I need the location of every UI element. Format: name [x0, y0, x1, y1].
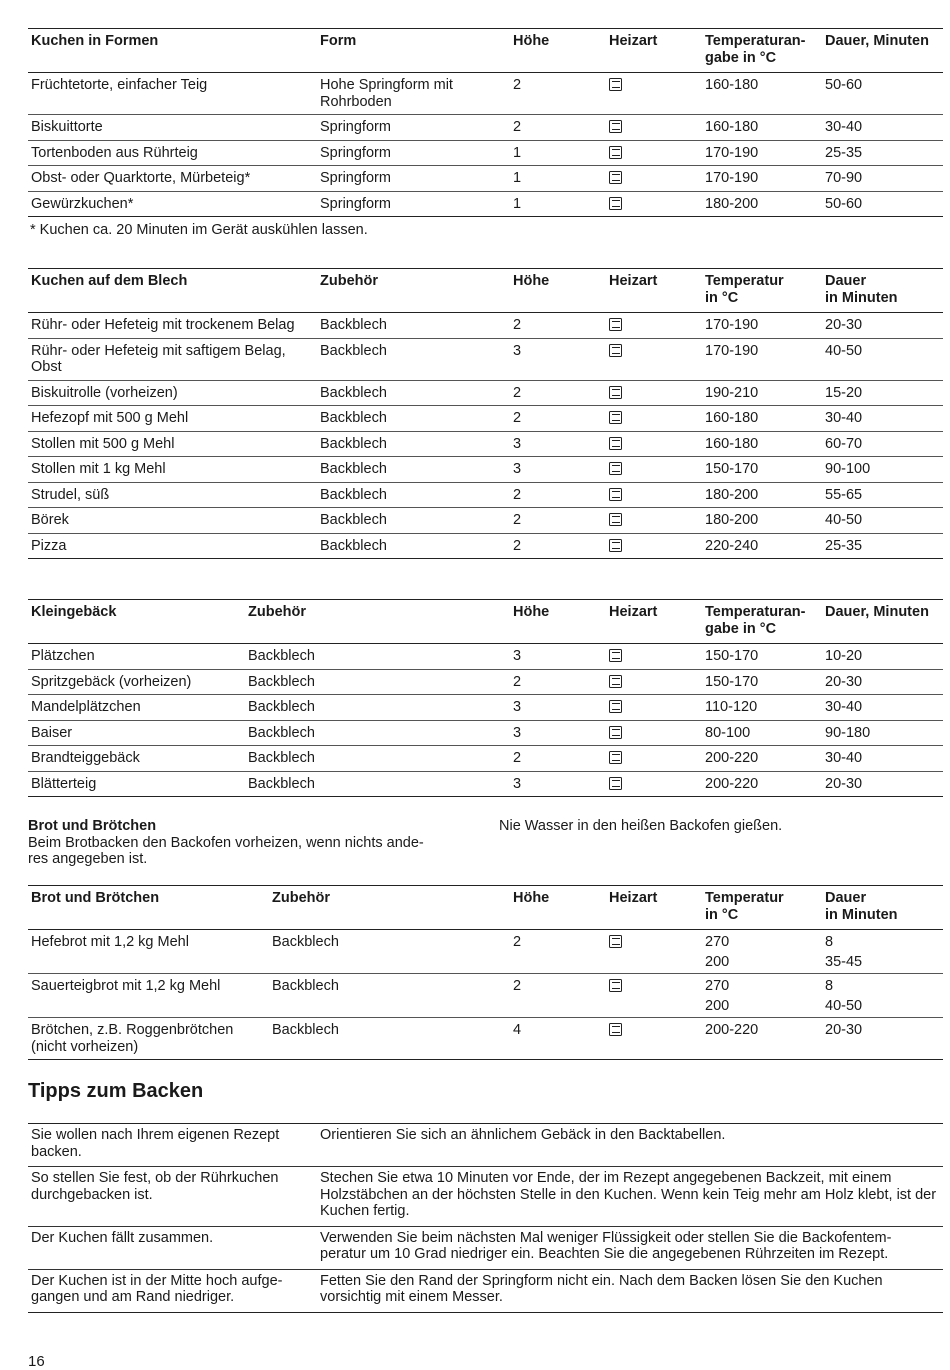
- cell-zubehoer: Backblech: [272, 1022, 339, 1038]
- cell-form: Backblech: [320, 512, 387, 528]
- column-header: Heizart: [609, 604, 658, 620]
- cell-name: Blätterteig: [31, 775, 97, 792]
- cell-dauer: 8: [825, 934, 834, 950]
- cell-dauer: 55-65: [825, 486, 863, 503]
- top-bottom-heat-icon: [609, 1023, 622, 1036]
- column-header: Temperaturan- gabe in °C: [705, 33, 806, 66]
- heizart-cell: [606, 191, 702, 217]
- table-row: [28, 669, 943, 695]
- column-header: Kuchen in Formen: [31, 33, 159, 49]
- cell-temperatur: 110-120: [705, 699, 758, 715]
- cell-name: Brötchen, z.B. Roggenbrötchen (nicht vorheizen): [31, 1022, 234, 1055]
- cell-name: Hefebrot mit 1,2 kg Mehl: [31, 934, 189, 950]
- cell-hoehe: 4: [513, 1022, 522, 1038]
- top-bottom-heat-icon: [609, 488, 622, 501]
- cell-temperatur: 200-220: [705, 775, 759, 792]
- cell-temperatur: 220-240: [705, 537, 759, 554]
- heizart-cell: [606, 508, 702, 534]
- cell-dauer: 50-60: [825, 77, 863, 93]
- cell-name: Rühr- oder Hefeteig mit saftigem Belag, Obst: [31, 342, 286, 375]
- cell-temperatur: 270: [705, 934, 730, 950]
- tipps-solution: Verwenden Sie beim nächsten Mal weniger Flüssigkeit oder stellen Sie die Backofentem- peratur um 10 Grad niedriger ein. Beachten Sie die angegebenen Rührzeiten im Rezept.: [320, 1229, 892, 1262]
- page-number: 16: [28, 1353, 45, 1370]
- cell-temperatur: 200-220: [705, 1022, 759, 1038]
- top-bottom-heat-icon: [609, 539, 622, 552]
- cell-dauer: 20-30: [825, 673, 863, 690]
- cell-dauer: 90-180: [825, 724, 871, 741]
- brot-warning: Nie Wasser in den heißen Backofen gießen.: [499, 818, 783, 834]
- cell-dauer: 20-30: [825, 1022, 863, 1038]
- cell-name: Tortenboden aus Rührteig: [31, 144, 198, 161]
- heizart-cell: [606, 533, 702, 559]
- cell-hoehe: 3: [513, 699, 522, 715]
- cell-hoehe: 3: [513, 724, 522, 741]
- empty-cell: [606, 954, 702, 974]
- cell-dauer: 90-100: [825, 461, 871, 477]
- cell-dauer: 30-40: [825, 119, 863, 135]
- heizart-cell: [606, 482, 702, 508]
- top-bottom-heat-icon: [609, 197, 622, 210]
- table-row-step2: [28, 998, 943, 1018]
- tipps-row: [28, 1226, 943, 1269]
- heizart-cell: [606, 746, 702, 772]
- cell-dauer: 8: [825, 978, 834, 994]
- cell-hoehe: 2: [513, 537, 522, 554]
- empty-cell: [28, 998, 269, 1018]
- heizart-cell: [606, 1018, 702, 1060]
- top-bottom-heat-icon: [609, 649, 622, 662]
- heizart-cell: [606, 140, 702, 166]
- cell-name: Börek: [31, 512, 69, 528]
- table-row: [28, 644, 943, 670]
- top-bottom-heat-icon: [609, 344, 622, 357]
- tipps-problem: So stellen Sie fest, ob der Rührkuchen durchgebacken ist.: [31, 1170, 279, 1203]
- heizart-cell: [606, 930, 702, 954]
- top-bottom-heat-icon: [609, 120, 622, 133]
- cell-dauer: 40-50: [825, 342, 863, 359]
- table-kleingebaeck: [28, 599, 943, 797]
- heizart-cell: [606, 166, 702, 192]
- table-row: [28, 930, 943, 954]
- table-header-row: [28, 886, 943, 930]
- table-row: [28, 482, 943, 508]
- top-bottom-heat-icon: [609, 318, 622, 331]
- cell-hoehe: 2: [513, 77, 522, 93]
- tipps-solution: Fetten Sie den Rand der Springform nicht ein. Nach dem Backen lösen Sie den Kuchen vorsichtig mit einem Messer.: [320, 1272, 883, 1305]
- tipps-table: [28, 1123, 943, 1313]
- table-row: [28, 508, 943, 534]
- tipps-problem: Der Kuchen fällt zusammen.: [31, 1229, 214, 1246]
- cell-form: Backblech: [320, 435, 387, 452]
- top-bottom-heat-icon: [609, 386, 622, 399]
- cell-hoehe: 2: [513, 410, 522, 426]
- cell-temperatur: 270: [705, 978, 730, 994]
- cell-hoehe: 3: [513, 775, 522, 792]
- cell-dauer: 20-30: [825, 317, 863, 333]
- heizart-cell: [606, 338, 702, 380]
- top-bottom-heat-icon: [609, 751, 622, 764]
- cell-temperatur: 180-200: [705, 512, 759, 528]
- cell-form: Backblech: [320, 486, 387, 503]
- table-kuchen-in-formen: [28, 28, 943, 217]
- cell-dauer: 15-20: [825, 384, 863, 401]
- cell-hoehe: 2: [513, 317, 522, 333]
- cell-dauer: 10-20: [825, 648, 863, 664]
- column-header: Heizart: [609, 273, 658, 289]
- cell-name: Hefezopf mit 500 g Mehl: [31, 410, 189, 426]
- cell-form: Backblech: [320, 461, 387, 477]
- column-header: Dauer in Minuten: [825, 890, 898, 923]
- column-header: Zubehör: [272, 890, 330, 906]
- heizart-cell: [606, 644, 702, 670]
- table-row: [28, 720, 943, 746]
- table-row: [28, 73, 943, 115]
- empty-cell: [269, 998, 510, 1018]
- cell-dauer: 30-40: [825, 410, 863, 426]
- top-bottom-heat-icon: [609, 411, 622, 424]
- top-bottom-heat-icon: [609, 979, 622, 992]
- cell-temperatur: 80-100: [705, 724, 751, 741]
- column-header: Heizart: [609, 33, 658, 49]
- cell-temperatur: 170-190: [705, 144, 759, 161]
- cell-dauer: 70-90: [825, 170, 863, 186]
- cell-dauer: 25-35: [825, 144, 863, 161]
- cell-temperatur: 150-170: [705, 461, 759, 477]
- cell-temperatur: 200-220: [705, 750, 759, 766]
- column-header: Kuchen auf dem Blech: [31, 273, 188, 289]
- heizart-cell: [606, 431, 702, 457]
- cell-form: Springform: [320, 195, 391, 212]
- cell-hoehe: 1: [513, 195, 522, 212]
- cell-form: Backblech: [248, 699, 315, 715]
- cell-dauer: 40-50: [825, 997, 863, 1014]
- cell-form: Backblech: [248, 775, 315, 792]
- heizart-cell: [606, 313, 702, 339]
- column-header: Temperatur in °C: [705, 890, 784, 923]
- brot-heading: Brot und Brötchen: [28, 818, 157, 834]
- table-header-row: [28, 600, 943, 644]
- cell-name: Biskuitrolle (vorheizen): [31, 384, 178, 401]
- table-row: [28, 338, 943, 380]
- cell-name: Sauerteigbrot mit 1,2 kg Mehl: [31, 978, 221, 994]
- column-header: Höhe: [513, 273, 550, 289]
- cell-name: Biskuittorte: [31, 119, 103, 135]
- cell-hoehe: 2: [513, 486, 522, 503]
- cell-form: Backblech: [248, 750, 315, 766]
- heizart-cell: [606, 695, 702, 721]
- top-bottom-heat-icon: [609, 78, 622, 91]
- table-row: [28, 431, 943, 457]
- top-bottom-heat-icon: [609, 935, 622, 948]
- cell-name: Stollen mit 500 g Mehl: [31, 435, 175, 452]
- tipps-row: [28, 1269, 943, 1312]
- cell-dauer: 40-50: [825, 512, 863, 528]
- cell-temperatur: 170-190: [705, 170, 759, 186]
- cell-hoehe: 3: [513, 342, 522, 359]
- table-row: [28, 166, 943, 192]
- table-kuchen-auf-dem-blech: [28, 268, 943, 559]
- top-bottom-heat-icon: [609, 700, 622, 713]
- cell-name: Gewürzkuchen*: [31, 195, 134, 212]
- cell-form: Springform: [320, 170, 391, 186]
- cell-dauer: 25-35: [825, 537, 863, 554]
- cell-hoehe: 2: [513, 934, 522, 950]
- table-row: [28, 974, 943, 998]
- brot-intro-text: Beim Brotbacken den Backofen vorheizen, wenn nichts ande- res angegeben ist.: [28, 834, 424, 867]
- empty-cell: [510, 998, 606, 1018]
- cell-temperatur: 160-180: [705, 435, 759, 452]
- cell-hoehe: 3: [513, 461, 522, 477]
- column-header: Höhe: [513, 33, 550, 49]
- empty-cell: [606, 998, 702, 1018]
- table-row: [28, 771, 943, 797]
- cell-dauer: 30-40: [825, 699, 863, 715]
- cell-hoehe: 2: [513, 750, 522, 766]
- cell-name: Plätzchen: [31, 648, 95, 664]
- empty-cell: [510, 954, 606, 974]
- cell-dauer: 20-30: [825, 775, 863, 792]
- cell-temperatur: 150-170: [705, 673, 759, 690]
- cell-name: Strudel, süß: [31, 486, 110, 503]
- column-header: Temperatur in °C: [705, 273, 784, 306]
- cell-dauer: 35-45: [825, 953, 863, 970]
- cell-temperatur: 150-170: [705, 648, 759, 664]
- cell-name: Baiser: [31, 724, 73, 741]
- cell-hoehe: 2: [513, 384, 522, 401]
- heizart-cell: [606, 669, 702, 695]
- top-bottom-heat-icon: [609, 146, 622, 159]
- heizart-cell: [606, 720, 702, 746]
- table-row: [28, 115, 943, 141]
- tipps-solution: Stechen Sie etwa 10 Minuten vor Ende, der im Rezept angegebenen Backzeit, mit einem Holzstäbchen an der höchsten Stelle in den Kuchen. Wenn kein Teig mehr am Holz klebt, ist der Kuchen fertig.: [320, 1170, 937, 1219]
- cell-name: Rühr- oder Hefeteig mit trockenem Belag: [31, 317, 295, 333]
- cell-temperatur: 160-180: [705, 410, 759, 426]
- table-row: [28, 695, 943, 721]
- top-bottom-heat-icon: [609, 171, 622, 184]
- cell-temperatur: 200: [705, 997, 730, 1014]
- top-bottom-heat-icon: [609, 513, 622, 526]
- cell-zubehoer: Backblech: [272, 978, 339, 994]
- table-row: [28, 191, 943, 217]
- cell-dauer: 60-70: [825, 435, 863, 452]
- cell-form: Backblech: [248, 724, 315, 741]
- column-header: Temperaturan- gabe in °C: [705, 604, 806, 637]
- cell-temperatur: 170-190: [705, 342, 759, 359]
- top-bottom-heat-icon: [609, 777, 622, 790]
- top-bottom-heat-icon: [609, 437, 622, 450]
- cell-dauer: 30-40: [825, 750, 863, 766]
- cell-temperatur: 180-200: [705, 195, 759, 212]
- column-header: Zubehör: [320, 273, 378, 289]
- column-header: Brot und Brötchen: [31, 890, 160, 906]
- cell-name: Mandelplätzchen: [31, 699, 141, 715]
- cell-name: Pizza: [31, 537, 67, 554]
- cell-name: Früchtetorte, einfacher Teig: [31, 77, 208, 93]
- cell-name: Obst- oder Quarktorte, Mürbeteig*: [31, 170, 251, 186]
- cell-form: Springform: [320, 144, 391, 161]
- cell-hoehe: 2: [513, 119, 522, 135]
- cell-form: Backblech: [320, 537, 387, 554]
- tipps-row: [28, 1124, 943, 1167]
- cell-name: Brandteiggebäck: [31, 750, 140, 766]
- heizart-cell: [606, 974, 702, 998]
- cell-hoehe: 3: [513, 435, 522, 452]
- table-row: [28, 533, 943, 559]
- heizart-cell: [606, 457, 702, 483]
- table-row-step2: [28, 954, 943, 974]
- column-header: Dauer in Minuten: [825, 273, 898, 306]
- footnote: * Kuchen ca. 20 Minuten im Gerät auskühlen lassen.: [30, 222, 368, 238]
- empty-cell: [28, 954, 269, 974]
- cell-zubehoer: Backblech: [272, 934, 339, 950]
- column-header: Zubehör: [248, 604, 306, 620]
- table-row: [28, 457, 943, 483]
- tipps-problem: Sie wollen nach Ihrem eigenen Rezept backen.: [31, 1127, 280, 1160]
- heizart-cell: [606, 115, 702, 141]
- cell-temperatur: 160-180: [705, 77, 759, 93]
- column-header: Höhe: [513, 604, 550, 620]
- cell-hoehe: 1: [513, 144, 522, 161]
- tipps-problem: Der Kuchen ist in der Mitte hoch aufge- gangen und am Rand niedriger.: [31, 1272, 283, 1305]
- cell-form: Backblech: [320, 384, 387, 401]
- column-header: Dauer, Minuten: [825, 33, 929, 49]
- cell-dauer: 50-60: [825, 195, 863, 212]
- cell-form: Hohe Springform mit Rohrboden: [320, 77, 453, 110]
- cell-form: Backblech: [320, 342, 387, 359]
- table-row: [28, 746, 943, 772]
- cell-hoehe: 3: [513, 648, 522, 664]
- table-row: [28, 140, 943, 166]
- cell-hoehe: 2: [513, 673, 522, 690]
- heizart-cell: [606, 380, 702, 406]
- table-row: [28, 380, 943, 406]
- table-row: [28, 313, 943, 339]
- cell-form: Backblech: [248, 648, 315, 664]
- table-brot-und-broetchen: [28, 885, 943, 1060]
- cell-temperatur: 160-180: [705, 119, 759, 135]
- column-header: Dauer, Minuten: [825, 604, 929, 620]
- table-row: [28, 406, 943, 432]
- cell-form: Backblech: [248, 673, 315, 690]
- top-bottom-heat-icon: [609, 462, 622, 475]
- tipps-title: Tipps zum Backen: [28, 1080, 204, 1102]
- cell-name: Spritzgebäck (vorheizen): [31, 673, 192, 690]
- column-header: Höhe: [513, 890, 550, 906]
- cell-form: Springform: [320, 119, 391, 135]
- table-header-row: [28, 29, 943, 73]
- cell-temperatur: 200: [705, 953, 730, 970]
- empty-cell: [269, 954, 510, 974]
- cell-form: Backblech: [320, 317, 387, 333]
- column-header: Heizart: [609, 890, 658, 906]
- column-header: Form: [320, 33, 357, 49]
- top-bottom-heat-icon: [609, 675, 622, 688]
- cell-form: Backblech: [320, 410, 387, 426]
- heizart-cell: [606, 406, 702, 432]
- table-row: [28, 1018, 943, 1060]
- table-header-row: [28, 269, 943, 313]
- brot-intro: [28, 818, 468, 868]
- cell-hoehe: 2: [513, 512, 522, 528]
- cell-name: Stollen mit 1 kg Mehl: [31, 461, 166, 477]
- column-header: Kleingebäck: [31, 604, 117, 620]
- tipps-solution: Orientieren Sie sich an ähnlichem Gebäck in den Backtabellen.: [320, 1127, 726, 1143]
- heizart-cell: [606, 771, 702, 797]
- cell-temperatur: 170-190: [705, 317, 759, 333]
- cell-hoehe: 2: [513, 978, 522, 994]
- heizart-cell: [606, 73, 702, 115]
- cell-temperatur: 190-210: [705, 384, 759, 401]
- cell-temperatur: 180-200: [705, 486, 759, 503]
- top-bottom-heat-icon: [609, 726, 622, 739]
- cell-hoehe: 1: [513, 170, 522, 186]
- tipps-row: [28, 1167, 943, 1227]
